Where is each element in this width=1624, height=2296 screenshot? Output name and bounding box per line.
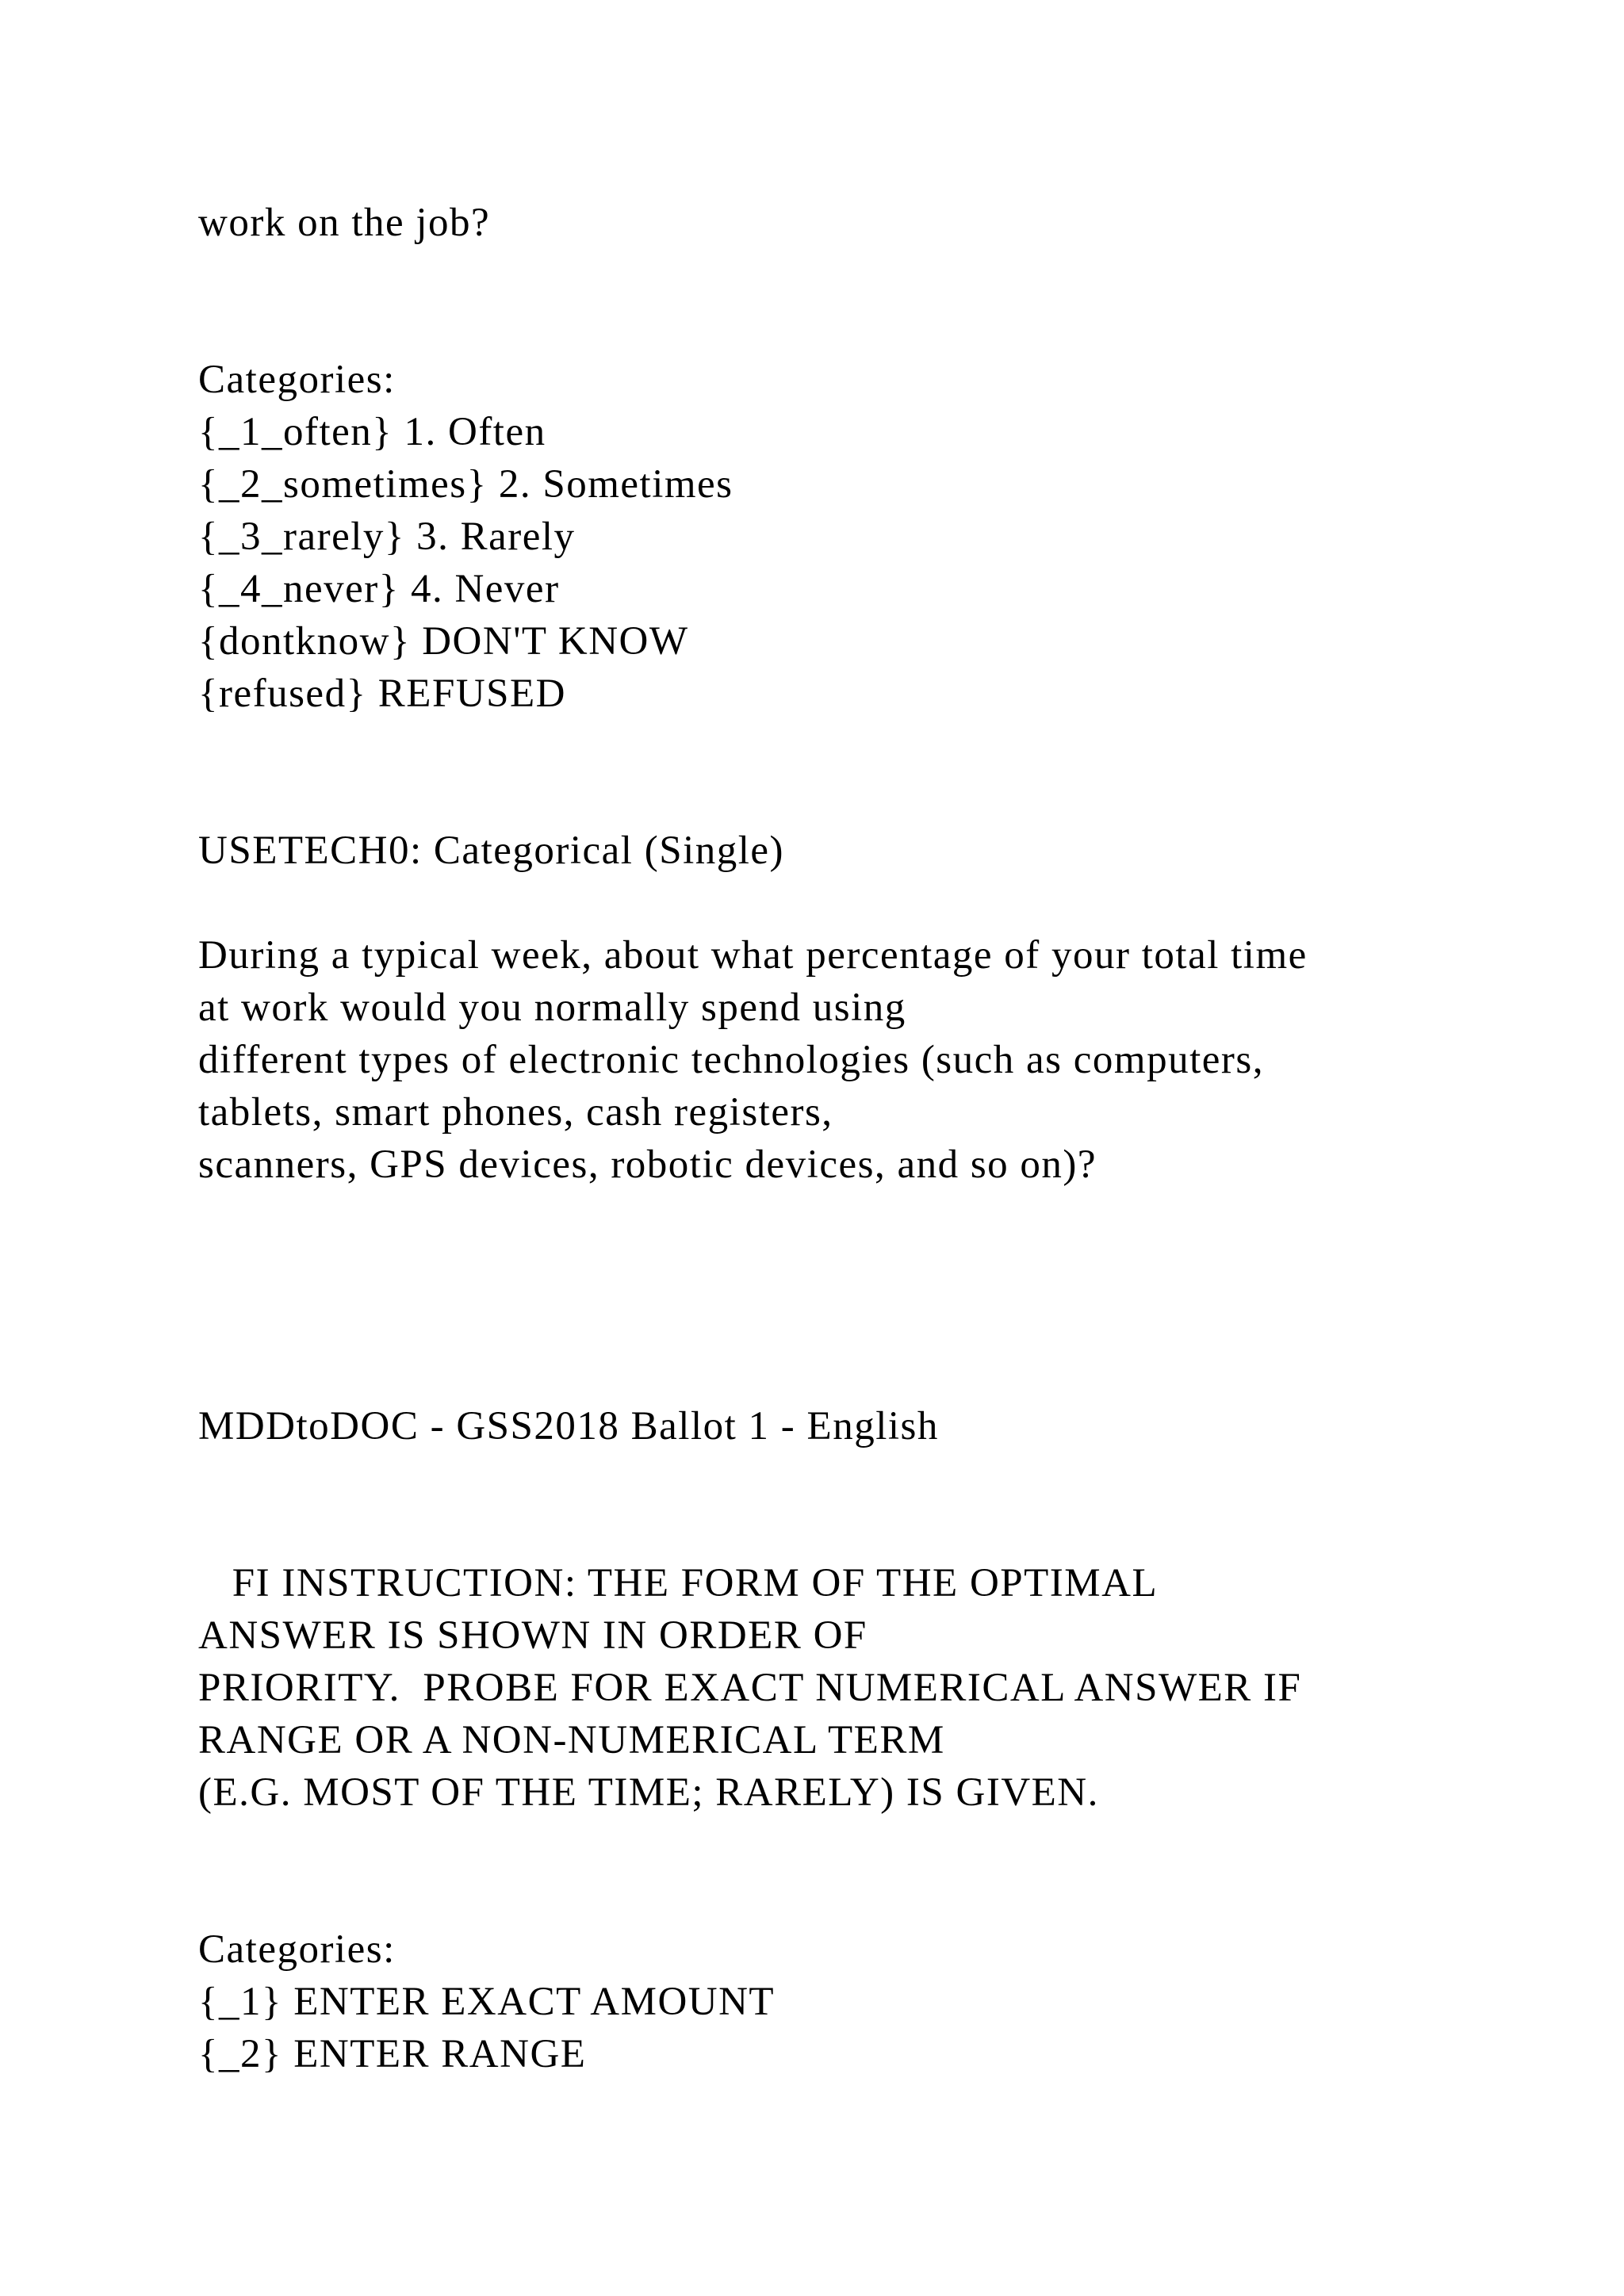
question-id-heading: USETECH0: Categorical (Single) [198, 828, 785, 873]
categories-heading: Categories: [198, 358, 396, 402]
question-text-line: different types of electronic technologies (such as computers, [198, 1038, 1264, 1082]
category-rarely: {_3_rarely} 3. Rarely [198, 515, 576, 559]
category-never: {_4_never} 4. Never [198, 567, 560, 611]
category-exact-amount: {_1} ENTER EXACT AMOUNT [198, 1980, 776, 2024]
question-text-line: During a typical week, about what percentage of your total time [198, 933, 1308, 978]
fi-instruction-line: PRIORITY. PROBE FOR EXACT NUMERICAL ANSWER IF [198, 1666, 1302, 1710]
question-text-line: tablets, smart phones, cash registers, [198, 1090, 833, 1135]
fi-instruction-line: FI INSTRUCTION: THE FORM OF THE OPTIMAL [198, 1561, 1159, 1605]
category-refused: {refused} REFUSED [198, 672, 567, 716]
categories-heading: Categories: [198, 1927, 396, 1972]
category-sometimes: {_2_sometimes} 2. Sometimes [198, 462, 733, 507]
fi-instruction-line: RANGE OR A NON-NUMERICAL TERM [198, 1718, 945, 1762]
fi-instruction-line: (E.G. MOST OF THE TIME; RARELY) IS GIVEN. [198, 1770, 1099, 1815]
fi-instruction-line: ANSWER IS SHOWN IN ORDER OF [198, 1613, 868, 1658]
category-often: {_1_often} 1. Often [198, 410, 546, 454]
question-continuation: work on the job? [198, 201, 491, 245]
question-text-line: at work would you normally spend using [198, 985, 906, 1030]
category-dontknow: {dontknow} DON'T KNOW [198, 619, 689, 664]
category-range: {_2} ENTER RANGE [198, 2032, 587, 2076]
question-text-line: scanners, GPS devices, robotic devices, and so on)? [198, 1142, 1097, 1187]
document-footer-title: MDDtoDOC - GSS2018 Ballot 1 - English [198, 1404, 939, 1448]
